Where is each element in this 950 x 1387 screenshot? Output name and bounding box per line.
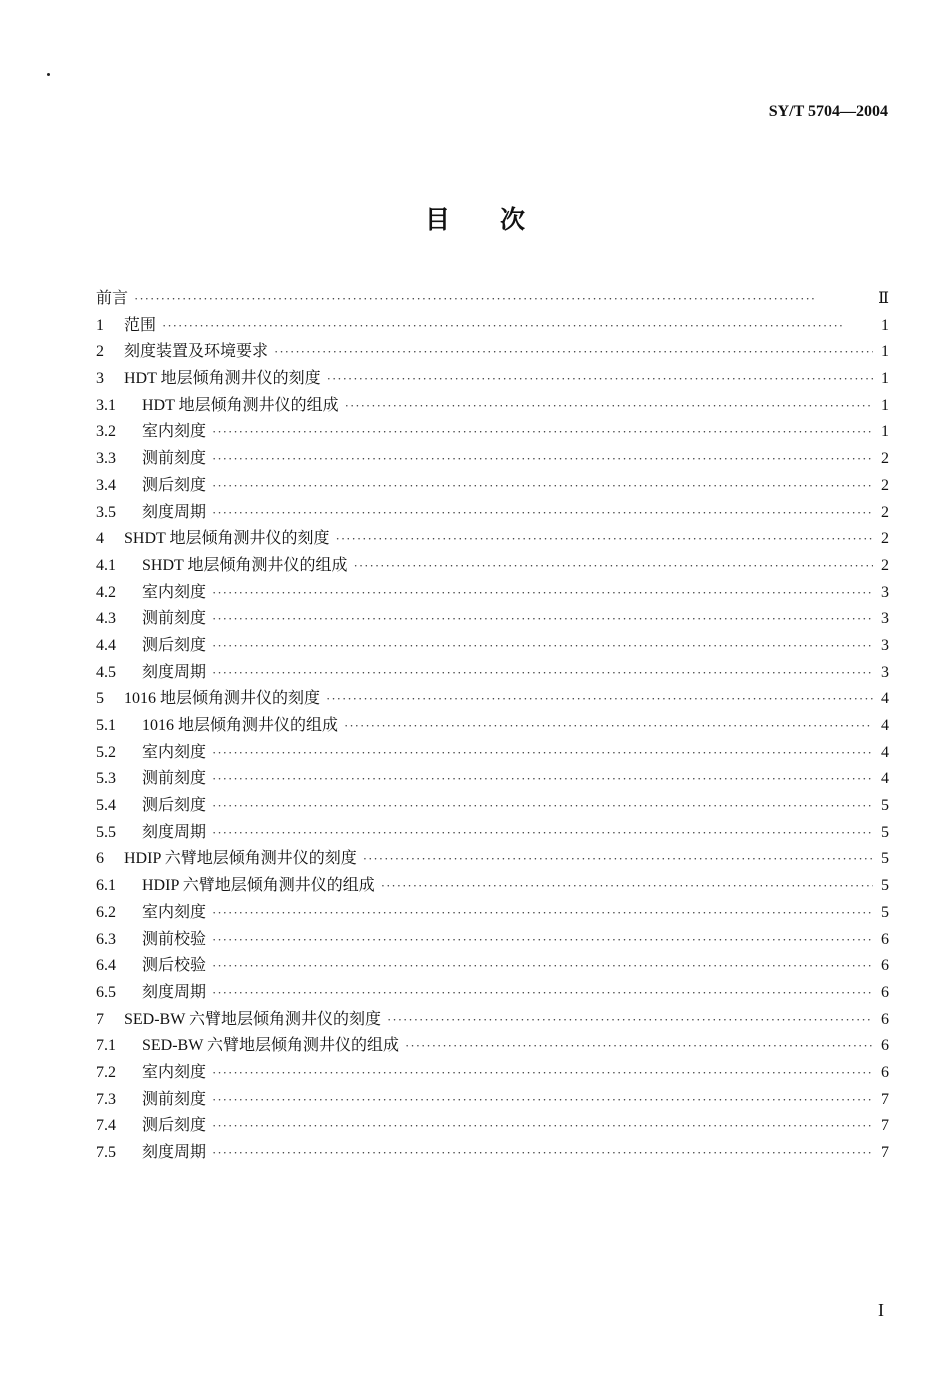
toc-entry-page: 3 — [881, 583, 889, 601]
toc-entry-page: 7 — [881, 1090, 889, 1108]
toc-entry[interactable] — [96, 473, 889, 500]
toc-entry[interactable] — [96, 606, 889, 633]
toc-entry-number: 4.3 — [96, 610, 116, 628]
toc-entry[interactable] — [96, 1087, 889, 1114]
toc-entry-number: 6.5 — [96, 983, 116, 1001]
toc-entry-page: 3 — [881, 610, 889, 628]
toc-entry-number: 5.2 — [96, 743, 116, 761]
dot-leader — [212, 1113, 873, 1140]
dot-leader — [363, 846, 873, 873]
toc-entry-page: 5 — [881, 797, 889, 815]
toc-entry[interactable] — [96, 1060, 889, 1087]
toc-entry[interactable] — [96, 526, 889, 553]
toc-entry-title: 刻度周期 — [142, 1144, 207, 1161]
dot-leader — [162, 313, 873, 340]
toc-entry-title: 测后刻度 — [142, 797, 207, 815]
dot-leader — [212, 606, 873, 633]
toc-entry-title: 刻度周期 — [142, 663, 207, 681]
toc-entry[interactable] — [96, 713, 889, 740]
toc-entry[interactable] — [96, 820, 889, 847]
toc-entry-page: 6 — [881, 1010, 889, 1028]
toc-entry[interactable] — [96, 740, 889, 767]
toc-entry[interactable] — [96, 553, 889, 580]
toc-entry-title: 室内刻度 — [142, 1063, 207, 1081]
toc-entry-number: 3.5 — [96, 503, 116, 521]
toc-entry-number: 3.4 — [96, 476, 116, 494]
dot-leader — [212, 419, 873, 446]
toc-entry[interactable] — [96, 980, 889, 1007]
toc-entry-title: 测后刻度 — [142, 1117, 207, 1135]
toc-entry[interactable] — [96, 419, 889, 446]
toc-entry-title: HDT 地层倾角测井仪的组成 — [142, 396, 339, 414]
dot-leader — [212, 953, 873, 980]
toc-entry[interactable] — [96, 873, 889, 900]
toc-entry-page: 1 — [881, 396, 889, 414]
toc-entry[interactable] — [96, 313, 889, 340]
toc-entry-number: 5.4 — [96, 797, 116, 815]
toc-entry-number: 4.5 — [96, 663, 116, 681]
table-of-contents — [96, 286, 889, 1167]
toc-entry-number: 7.1 — [96, 1037, 116, 1055]
toc-entry[interactable] — [96, 286, 889, 313]
dot-leader — [387, 1007, 873, 1034]
toc-entry-page: 6 — [881, 957, 889, 975]
page-number: I — [878, 1300, 884, 1320]
toc-entry-title: 范围 — [124, 316, 157, 334]
toc-entry-number: 7 — [96, 1010, 104, 1028]
toc-entry-page: 2 — [881, 530, 889, 548]
toc-entry-page: 7 — [881, 1144, 889, 1161]
toc-entry-title: 测前刻度 — [142, 770, 207, 788]
toc-entry-number: 6 — [96, 850, 104, 868]
toc-entry-page: 1 — [881, 343, 889, 361]
toc-entry-number: 6.1 — [96, 877, 116, 895]
toc-entry-title: 1016 地层倾角测井仪的组成 — [142, 717, 339, 734]
standard-number: SY/T 5704—2004 — [768, 103, 888, 120]
toc-entry[interactable] — [96, 446, 889, 473]
toc-entry[interactable] — [96, 900, 889, 927]
toc-entry-number: 6.4 — [96, 957, 116, 975]
toc-entry-number: 6.2 — [96, 903, 116, 921]
toc-entry-page: 3 — [881, 636, 889, 654]
toc-entry-title: 测后刻度 — [142, 476, 207, 494]
toc-entry-number: 6.3 — [96, 930, 116, 948]
toc-entry-number: 7.3 — [96, 1090, 116, 1108]
toc-entry-title: SHDT 地层倾角测井仪的组成 — [142, 556, 348, 574]
toc-entry[interactable] — [96, 766, 889, 793]
toc-entry-number: 3 — [96, 370, 104, 388]
dot-leader — [212, 1060, 873, 1087]
toc-entry-title: 刻度周期 — [142, 983, 207, 1001]
dot-leader — [212, 660, 873, 687]
toc-entry-number: 7.2 — [96, 1063, 116, 1081]
toc-entry-number: 4 — [96, 530, 104, 548]
dot-leader — [345, 393, 873, 420]
dot-leader — [212, 740, 873, 767]
toc-entry-title: 刻度周期 — [142, 823, 207, 841]
toc-entry-page: 5 — [881, 877, 889, 895]
toc-entry[interactable] — [96, 686, 889, 713]
toc-entry-number: 5.1 — [96, 717, 116, 734]
toc-entry-title: 1016 地层倾角测井仪的刻度 — [124, 690, 321, 708]
toc-entry[interactable] — [96, 953, 889, 980]
toc-entry-page: 2 — [881, 476, 889, 494]
toc-entry-title: 室内刻度 — [142, 903, 207, 921]
toc-entry-number: 3.1 — [96, 396, 116, 414]
toc-entry-page: 7 — [881, 1117, 889, 1135]
toc-entry-page: 4 — [881, 770, 889, 788]
toc-entry[interactable] — [96, 339, 889, 366]
toc-entry-page: 4 — [881, 717, 889, 734]
toc-entry-title: 测前刻度 — [142, 450, 207, 468]
page-title: 目次 — [424, 207, 575, 234]
toc-entry-page: 5 — [881, 823, 889, 841]
dot-leader — [405, 1033, 873, 1060]
toc-entry[interactable] — [96, 660, 889, 687]
toc-entry[interactable] — [96, 793, 889, 820]
toc-entry[interactable] — [96, 580, 889, 607]
toc-entry-page: 6 — [881, 1037, 889, 1055]
toc-entry-page: 6 — [881, 983, 889, 1001]
dot-leader — [212, 820, 873, 847]
dot-leader — [212, 766, 873, 793]
dot-leader — [212, 1087, 873, 1114]
toc-entry[interactable] — [96, 633, 889, 660]
toc-entry-page: 4 — [881, 690, 889, 708]
toc-entry-page: 2 — [881, 450, 889, 468]
dot-leader — [336, 526, 874, 553]
toc-entry[interactable] — [96, 927, 889, 954]
toc-entry[interactable] — [96, 1140, 889, 1167]
toc-entry-page: 1 — [881, 316, 889, 334]
toc-entry-page: Ⅱ — [878, 290, 889, 307]
toc-entry-number: 5.5 — [96, 823, 116, 841]
toc-entry-page: 1 — [881, 370, 889, 388]
toc-entry-page: 5 — [881, 903, 889, 921]
toc-entry-title: 测前校验 — [142, 930, 207, 948]
dot-leader — [212, 900, 873, 927]
scan-speck — [47, 73, 50, 76]
dot-leader — [212, 446, 873, 473]
toc-entry-title: 刻度装置及环境要求 — [124, 343, 269, 361]
toc-entry[interactable] — [96, 366, 889, 393]
dot-leader — [212, 793, 873, 820]
toc-entry-page: 6 — [881, 1063, 889, 1081]
toc-entry-title: 测后刻度 — [142, 636, 207, 654]
dot-leader — [326, 686, 873, 713]
toc-entry-title: 测前刻度 — [142, 1090, 207, 1108]
toc-entry-page: 1 — [881, 423, 889, 441]
toc-entry-number: 5 — [96, 690, 104, 708]
dot-leader — [212, 1140, 873, 1167]
toc-entry-number: 7.4 — [96, 1117, 116, 1135]
dot-leader — [274, 339, 873, 366]
toc-entry-number: 4.4 — [96, 636, 116, 654]
toc-entry-title: SHDT 地层倾角测井仪的刻度 — [124, 530, 330, 548]
toc-entry[interactable] — [96, 500, 889, 527]
toc-entry-number: 7.5 — [96, 1144, 116, 1161]
toc-entry-number: 5.3 — [96, 770, 116, 788]
dot-leader — [381, 873, 873, 900]
toc-entry-title: HDIP 六臂地层倾角测井仪的刻度 — [124, 850, 357, 868]
dot-leader — [327, 366, 873, 393]
dot-leader — [344, 713, 873, 740]
dot-leader — [354, 553, 874, 580]
toc-entry-number: 4.1 — [96, 556, 116, 574]
toc-entry-title: SED-BW 六臂地层倾角测井仪的刻度 — [124, 1010, 382, 1028]
dot-leader — [212, 500, 873, 527]
toc-entry-page: 6 — [881, 930, 889, 948]
toc-entry-page: 2 — [881, 503, 889, 521]
toc-entry-page: 2 — [881, 556, 889, 574]
toc-entry-title: 测后校验 — [142, 957, 207, 975]
toc-entry-page: 5 — [881, 850, 889, 868]
toc-entry-number: 3.2 — [96, 423, 116, 441]
toc-entry-number: 3.3 — [96, 450, 116, 468]
toc-entry-title: SED-BW 六臂地层倾角测井仪的组成 — [142, 1037, 400, 1055]
toc-entry-number: 1 — [96, 316, 104, 334]
toc-entry[interactable] — [96, 846, 889, 873]
dot-leader — [212, 580, 873, 607]
toc-entry-title: 测前刻度 — [142, 610, 207, 628]
dot-leader — [212, 633, 873, 660]
toc-entry-page: 3 — [881, 663, 889, 681]
toc-entry-title: 室内刻度 — [142, 743, 207, 761]
dot-leader — [134, 286, 873, 313]
dot-leader — [212, 980, 873, 1007]
dot-leader — [212, 927, 873, 954]
toc-entry-title: 刻度周期 — [142, 503, 207, 521]
toc-entry-title: 室内刻度 — [142, 423, 207, 441]
toc-entry[interactable] — [96, 1113, 889, 1140]
toc-entry[interactable] — [96, 1007, 889, 1034]
toc-entry-page: 4 — [881, 743, 889, 761]
toc-entry[interactable] — [96, 393, 889, 420]
toc-entry[interactable] — [96, 1033, 889, 1060]
toc-entry-title: HDT 地层倾角测井仪的刻度 — [124, 370, 321, 388]
dot-leader — [212, 473, 873, 500]
toc-entry-number: 4.2 — [96, 583, 116, 601]
toc-entry-title: 室内刻度 — [142, 583, 207, 601]
toc-entry-number: 2 — [96, 343, 104, 361]
toc-entry-title: HDIP 六臂地层倾角测井仪的组成 — [142, 877, 375, 895]
toc-entry-title: 前言 — [96, 290, 129, 307]
